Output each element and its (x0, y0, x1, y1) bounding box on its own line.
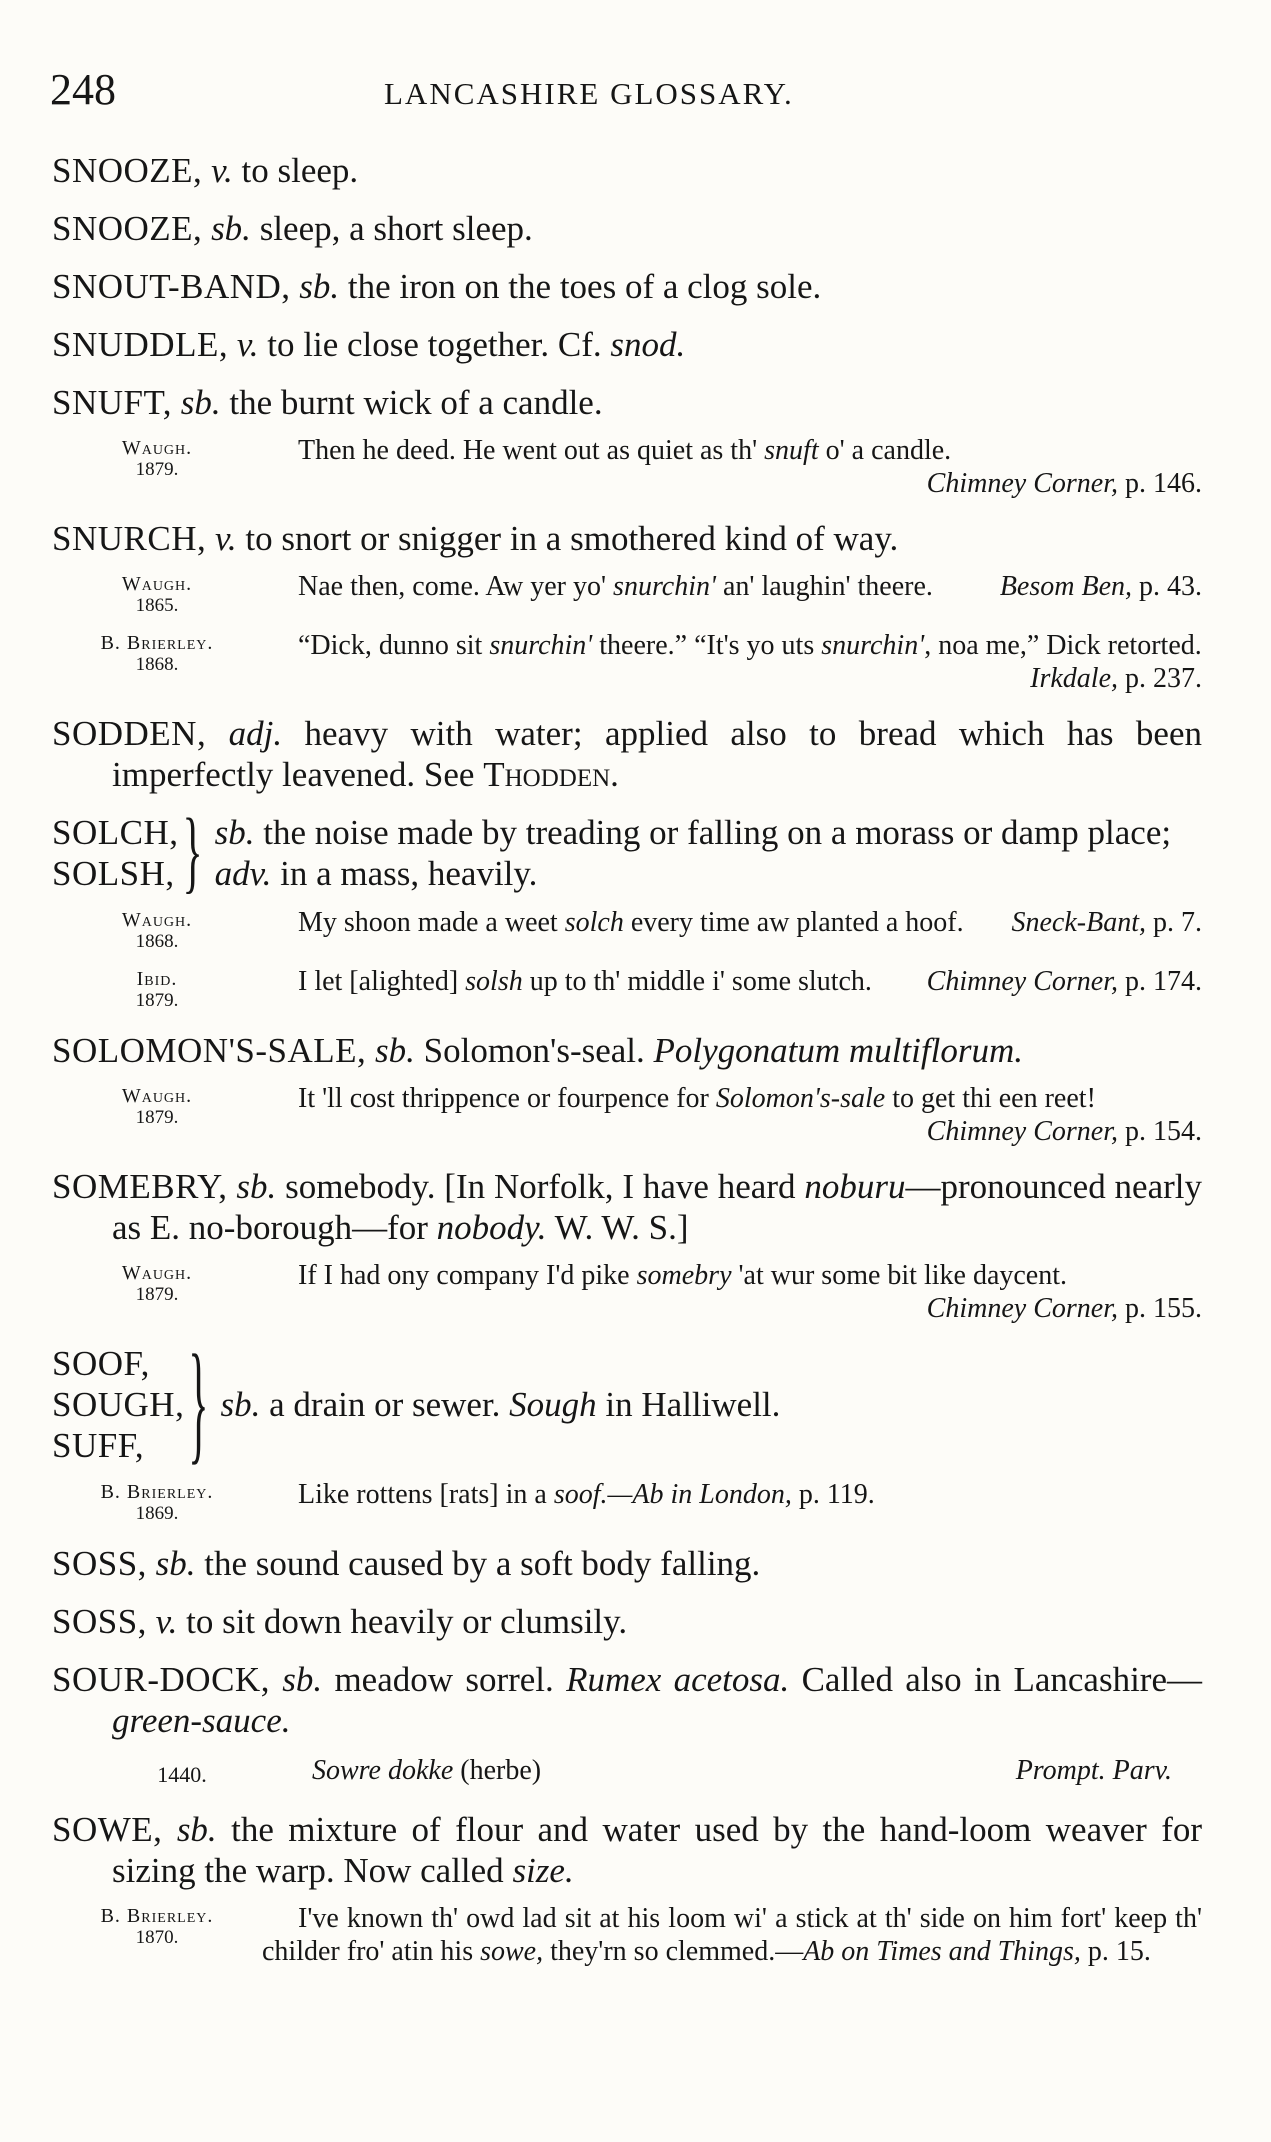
reference-page: p. 154. (1118, 1116, 1202, 1147)
entry-soof (52, 1330, 1202, 1479)
entry-snuft (52, 382, 1202, 423)
entry-sour-dock (52, 1659, 1202, 1741)
reference-page: p. 7. (1146, 907, 1202, 938)
definition: heavy with water; applied also to bread which has been imperfectly leavened. See (112, 714, 1202, 794)
quotation-author: Waugh. (121, 573, 193, 595)
entry-snout-band (52, 266, 1202, 307)
definition: sleep, a short sleep. (250, 209, 533, 248)
reference-title: Besom Ben, (999, 571, 1132, 602)
quotation-reference: Prompt. Parv. (1015, 1755, 1172, 1786)
quotation-year: 1879. (135, 1284, 179, 1305)
quotation-source (52, 1902, 262, 1968)
quote-span: If I had ony company I'd pike (298, 1260, 637, 1291)
reference-title: Chimney Corner, (926, 1116, 1118, 1147)
quotation-reference (891, 467, 1202, 500)
headword: SOUGH, (52, 1385, 185, 1424)
entry-snooze-sb (52, 208, 1202, 249)
quotation-reference (891, 1115, 1202, 1148)
reference-page: p. 146. (1118, 468, 1202, 499)
headword: SNOOZE, (52, 151, 203, 190)
reference-page: p. 237. (1118, 663, 1202, 694)
reference-title: Chimney Corner, (926, 468, 1118, 499)
definition-italic: size. (512, 1851, 574, 1890)
definition: to snort or snigger in a smothered kind of way. (236, 519, 899, 558)
quotation-source (52, 906, 262, 953)
latin-name: Polygonatum multiflorum. (653, 1031, 1023, 1070)
quotation-source (52, 434, 262, 500)
quotation-source (52, 570, 262, 617)
quotation-reference (964, 570, 1202, 603)
glossary-body (52, 150, 1202, 1986)
definition-text: in a mass, heavily. (271, 854, 538, 893)
quotation-year: 1879. (135, 459, 179, 480)
part-of-speech: sb. (299, 267, 340, 306)
definition: to sit down heavily or clumsily. (177, 1602, 628, 1641)
quote-span: o' a candle. (818, 435, 952, 466)
quotation-source (52, 1478, 262, 1525)
quotation-text (262, 434, 1202, 499)
quote-italic: solch (564, 907, 624, 938)
quotation (52, 965, 1202, 1012)
quotation-text (262, 965, 1202, 998)
definition-italic: green-sauce. (112, 1701, 291, 1740)
reference-title: Chimney Corner, (926, 966, 1118, 997)
page-number: 248 (50, 65, 116, 114)
headword: SOSS, (52, 1544, 147, 1583)
entry-snurch (52, 518, 1202, 559)
quotation-year: 1870. (135, 1927, 179, 1948)
quote-italic: soof.—Ab in London, (553, 1479, 792, 1510)
quotation (52, 1902, 1202, 1968)
entry-somebry (52, 1166, 1202, 1248)
quotation-text (262, 629, 1202, 694)
quotation-year: 1868. (135, 654, 179, 675)
entry-solomons-sale (52, 1030, 1202, 1071)
quotation-author: Waugh. (121, 437, 193, 459)
quotation-year: 1869. (135, 1503, 179, 1524)
part-of-speech: v. (155, 1602, 178, 1641)
entry-snuddle (52, 324, 1202, 365)
headword: SNUFT, (52, 383, 173, 422)
definition: W. W. S.] (546, 1208, 689, 1247)
quote-italic: Solomon's-sale (715, 1083, 886, 1114)
part-of-speech: v. (236, 325, 259, 364)
quote-italic: snurchin' (613, 571, 716, 602)
quotation-author: Waugh. (121, 1262, 193, 1284)
quotation-text (262, 1259, 1202, 1324)
quotation-year: 1868. (135, 931, 179, 952)
definition-text: a drain or sewer. (260, 1385, 510, 1424)
definition (215, 812, 1202, 894)
part-of-speech: sb. (155, 1544, 196, 1583)
definition: the burnt wick of a candle. (220, 383, 603, 422)
quote-span: they'rn so clemmed.— (543, 1936, 804, 1967)
quotation (52, 570, 1202, 617)
quotation-text (262, 570, 1202, 603)
quote-span: to get thi een reet! (885, 1083, 1096, 1114)
quotation-year: 1879. (135, 1107, 179, 1128)
quotation-author: B. Brierley. (100, 1481, 214, 1503)
quote-italic: somebry (636, 1260, 732, 1291)
quote-span: My shoon made a weet (298, 907, 565, 938)
definition-text: the noise made by treading or falling on a morass or damp place; (254, 813, 1172, 852)
quotation (52, 1259, 1202, 1325)
brace: } (182, 802, 203, 904)
quotation (52, 906, 1202, 953)
quotation-year: 1865. (135, 595, 179, 616)
quotation-author: B. Brierley. (100, 1905, 214, 1927)
headword: SOLCH, (52, 813, 179, 852)
entry-soss-sb (52, 1543, 1202, 1584)
quotation-text (262, 1082, 1202, 1147)
definition-text: in Halliwell. (596, 1385, 781, 1424)
headword: SOUR-DOCK, (52, 1660, 270, 1699)
quotation-reference (891, 1292, 1202, 1325)
quote-span: every time aw planted a hoof. (623, 907, 964, 938)
headword: SOMEBRY, (52, 1167, 228, 1206)
quotation-source (52, 965, 262, 1012)
cross-reference: Thodden. (483, 755, 619, 794)
quote-span: “Dick, dunno sit (298, 630, 490, 661)
definition: to sleep. (232, 151, 359, 190)
quotation (52, 1082, 1202, 1148)
quote-span: 'at wur some bit like daycent. (731, 1260, 1068, 1291)
headword: SNOOZE, (52, 209, 203, 248)
reference-page: p. 155. (1118, 1293, 1202, 1324)
headword: SODDEN, (52, 714, 207, 753)
quotation (52, 434, 1202, 500)
quotation-source (52, 629, 262, 695)
page-header (0, 64, 1271, 124)
quotation (52, 629, 1202, 695)
headword: SOLOMON'S-SALE, (52, 1031, 367, 1070)
quote-span: , noa me,” Dick retorted. (924, 630, 1202, 661)
quote-span: I let [alighted] (298, 966, 466, 997)
entry-solch (52, 802, 1202, 904)
headword: SNOUT-BAND, (52, 267, 291, 306)
quote-italic: Ab on Times and Things, (803, 1936, 1081, 1967)
definition-italic: Sough (509, 1385, 597, 1424)
definition-italic: nobody. (436, 1208, 547, 1247)
definition: to lie close together. Cf. (258, 325, 611, 364)
definition: the iron on the toes of a clog sole. (339, 267, 822, 306)
quote-span: (herbe) (453, 1755, 542, 1786)
latin-name: Rumex acetosa. (566, 1660, 790, 1699)
quote-span: theere.” “It's yo uts (592, 630, 822, 661)
headword: SNUDDLE, (52, 325, 229, 364)
quotation-text (262, 1478, 1202, 1511)
quotation-text (312, 1754, 832, 1791)
headword: SOLSH, (52, 854, 175, 893)
quotation-year: 1440. (157, 1762, 207, 1787)
quotation (52, 1754, 1202, 1791)
definition: the mixture of flour and water used by the hand-loom weaver for sizing the warp. Now called (112, 1810, 1203, 1890)
reference-title: Sneck-Bant, (1011, 907, 1146, 938)
quotation-text (262, 1902, 1202, 1968)
quotation (52, 1478, 1202, 1525)
definition: Solomon's-seal. (414, 1031, 654, 1070)
quotation-author: B. Brierley. (100, 632, 214, 654)
definition: —pronounced nearly as E. no-borough—for (112, 1167, 1203, 1247)
quote-span: I've known th' owd lad sit at his loom wi' a stick at th' side on him fort' keep th' childer fro' atin his (262, 1903, 1202, 1967)
reference-title: Irkdale, (1030, 663, 1118, 694)
definition: Called also in Lancashire— (789, 1660, 1203, 1699)
definition-italic: noburu (804, 1167, 906, 1206)
headword: SNURCH, (52, 519, 207, 558)
quotation-source (52, 1082, 262, 1148)
definition: the sound caused by a soft body falling. (195, 1544, 761, 1583)
quote-italic: snuft (764, 435, 819, 466)
brace: } (188, 1330, 209, 1479)
part-of-speech: adv. (214, 854, 272, 893)
reference-title: Chimney Corner, (926, 1293, 1118, 1324)
entry-sodden (52, 713, 1202, 795)
part-of-speech: sb. (375, 1031, 415, 1070)
part-of-speech: adj. (228, 714, 283, 753)
entry-snooze-v (52, 150, 1202, 191)
quote-span: It 'll cost thrippence or fourpence for (298, 1083, 716, 1114)
quote-span: Like rottens [rats] in a (298, 1479, 554, 1510)
quote-italic: Sowre dokke (312, 1755, 454, 1786)
entry-soss-v (52, 1601, 1202, 1642)
quotation-year: 1879. (135, 990, 179, 1011)
headword: SUFF, (52, 1426, 145, 1465)
quote-span: an' laughin' theere. (716, 571, 933, 602)
part-of-speech: sb. (211, 209, 251, 248)
reference-page: p. 174. (1118, 966, 1202, 997)
part-of-speech: sb. (220, 1385, 261, 1424)
part-of-speech: v. (214, 519, 237, 558)
quote-italic: solsh (465, 966, 523, 997)
headword: SOOF, (52, 1344, 150, 1383)
quote-span: up to th' middle i' some slutch. (522, 966, 872, 997)
quote-italic: snurchin' (489, 630, 593, 661)
running-title: LANCASHIRE GLOSSARY. (384, 76, 794, 111)
cross-reference: snod. (610, 325, 686, 364)
quotation-text (262, 906, 1202, 939)
quotation-reference (994, 662, 1202, 695)
part-of-speech: sb. (214, 813, 255, 852)
headword: SOSS, (52, 1602, 147, 1641)
quotation-author: Waugh. (121, 909, 193, 931)
quote-italic: sowe, (480, 1936, 544, 1967)
definition: meadow sorrel. (322, 1660, 567, 1699)
quote-span: p. 119. (791, 1479, 875, 1510)
headword: SOWE, (52, 1810, 163, 1849)
quote-italic: snurchin' (821, 630, 925, 661)
reference-page: p. 43. (1132, 571, 1202, 602)
part-of-speech: v. (211, 151, 233, 190)
definition (221, 1384, 1203, 1425)
part-of-speech: sb. (180, 383, 221, 422)
quote-span: Then he deed. He went out as quiet as th' (298, 435, 765, 466)
entry-sowe (52, 1809, 1202, 1891)
part-of-speech: sb. (176, 1810, 217, 1849)
quotation-source (52, 1259, 262, 1325)
part-of-speech: sb. (282, 1660, 323, 1699)
quote-span: Nae then, come. Aw yer yo' (298, 571, 614, 602)
quotation-reference (891, 965, 1202, 998)
quote-span: p. 15. (1080, 1936, 1151, 1967)
quotation-author: Ibid. (136, 968, 178, 990)
quotation-author: Waugh. (121, 1085, 193, 1107)
quotation-reference (976, 906, 1203, 939)
part-of-speech: sb. (236, 1167, 277, 1206)
definition: somebody. [In Norfolk, I have heard (276, 1167, 805, 1206)
